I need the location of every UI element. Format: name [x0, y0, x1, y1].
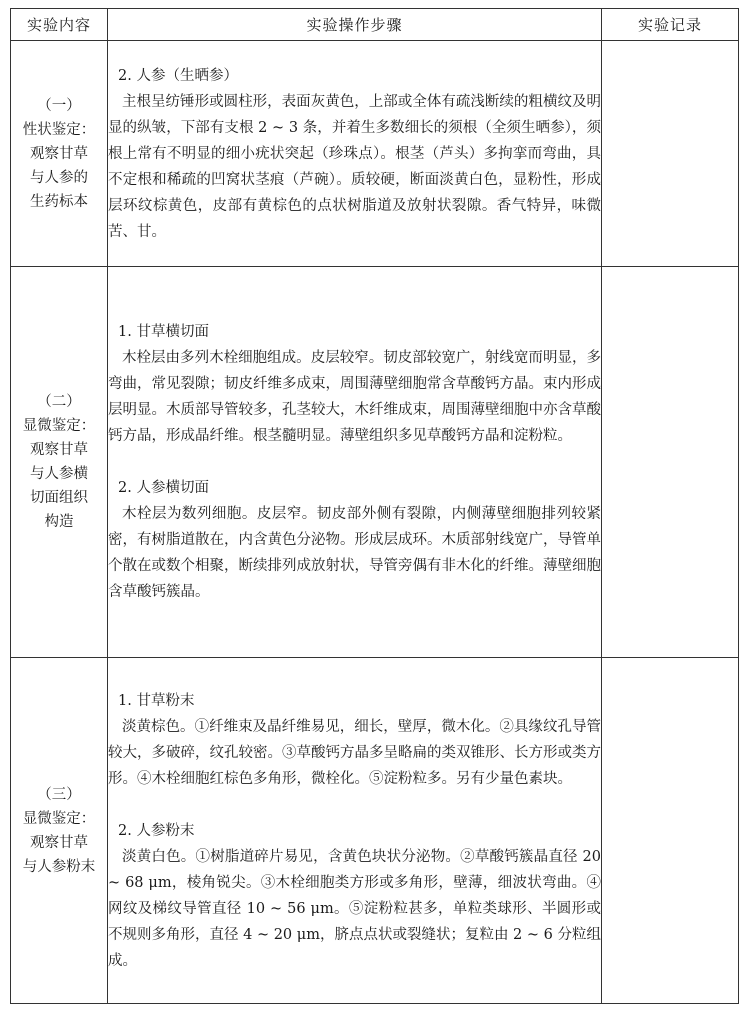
section-text: 淡黄白色。①树脂道碎片易见，含黄色块状分泌物。②草酸钙簇晶直径 20 ~ 68 μm，棱角锐尖。③木栓细胞类方形或多角形，壁薄，细波状弯曲。④网纹及梯纹导管直径 10 ~ 56 μm。⑤淀粉粒甚多，单粒类球形、半圆形或不规则多角形，直径 4 ~ 20 μm，脐点点状或裂缝状；复粒由 2 ~ 6 分粒组成。	[108, 848, 601, 969]
category-line: 与人参的	[30, 169, 88, 186]
record-cell[interactable]	[602, 267, 739, 658]
table-header-row	[11, 9, 739, 41]
category-cell	[11, 41, 108, 267]
steps-cell	[108, 267, 602, 658]
section-text: 木栓层为数列细胞。皮层窄。韧皮部外侧有裂隙，内侧薄壁细胞排列较紧密，有树脂道散在，内含黄色分泌物。形成层成环。木质部射线宽广，导管单个散在或数个相聚，断续排列成放射状，导管旁偶有非木化的纤维。薄壁细胞含草酸钙簇晶。	[108, 506, 601, 600]
table-row	[11, 658, 739, 1004]
table-row	[11, 267, 739, 658]
category-number: （二）	[37, 394, 81, 410]
category-line: 与人参横	[30, 466, 88, 482]
category-line: 观察甘草	[30, 834, 88, 851]
header-steps: 实验操作步骤	[108, 9, 602, 41]
category-line: 显微鉴定：	[22, 418, 96, 434]
section-title: 1. 甘草粉末	[118, 692, 195, 709]
category-line: 观察甘草	[30, 145, 88, 162]
section-title: 2. 人参横切面	[118, 480, 209, 496]
category-line: 观察甘草	[30, 442, 88, 458]
category-line: 切面组织	[30, 490, 88, 506]
section-text: 主根呈纺锤形或圆柱形，表面灰黄色，上部或全体有疏浅断续的粗横纹及明显的纵皱，下部有支根 2 ~ 3 条，并着生多数细长的须根（全须生晒参），须根上常有不明显的细小疣状突起（珍珠点）。根茎（芦头）多拘挛而弯曲，具不定根和稀疏的凹窝状茎痕（芦碗）。质较硬，断面淡黄白色，显粉性，形成层环纹棕黄色，皮部有黄棕色的点状树脂道及放射状裂隙。香气特异，味微苦、甘。	[108, 93, 601, 240]
category-cell	[11, 658, 108, 1004]
category-line: 生药标本	[30, 193, 88, 210]
experiment-table	[10, 8, 739, 1004]
category-line: 与人参粉末	[22, 858, 96, 875]
section-text: 淡黄棕色。①纤维束及晶纤维易见，细长，壁厚，微木化。②具缘纹孔导管较大，多破碎，纹孔较密。③草酸钙方晶多呈略扁的类双锥形、长方形或类方形。④木栓细胞红棕色多角形，微栓化。⑤淀粉粒多。另有少量色素块。	[108, 718, 601, 787]
category-cell	[11, 267, 108, 658]
record-cell[interactable]	[602, 41, 739, 267]
header-content: 实验内容	[11, 9, 108, 41]
record-cell[interactable]	[602, 658, 739, 1004]
section-gap	[108, 792, 601, 818]
category-line: 性状鉴定：	[22, 121, 96, 138]
section-title: 2. 人参粉末	[118, 822, 195, 839]
category-number: （一）	[37, 97, 81, 114]
header-record: 实验记录	[602, 9, 739, 41]
section-gap	[108, 449, 601, 475]
section-title: 2. 人参（生晒参）	[118, 67, 238, 84]
section-text: 木栓层由多列木栓细胞组成。皮层较窄。韧皮部较宽广，射线宽而明显，多弯曲，常见裂隙；韧皮纤维多成束，周围薄壁细胞常含草酸钙方晶。束内形成层明显。木质部导管较多，孔茎较大，木纤维成束，周围薄壁细胞中亦含草酸钙方晶，形成晶纤维。根茎髓明显。薄壁组织多见草酸钙方晶和淀粉粒。	[108, 350, 601, 444]
category-line: 显微鉴定：	[22, 810, 96, 827]
table-row	[11, 41, 739, 267]
section-title: 1. 甘草横切面	[118, 324, 209, 340]
category-line: 构造	[44, 514, 74, 530]
steps-cell	[108, 41, 602, 267]
steps-cell	[108, 658, 602, 1004]
category-number: （三）	[37, 786, 81, 803]
